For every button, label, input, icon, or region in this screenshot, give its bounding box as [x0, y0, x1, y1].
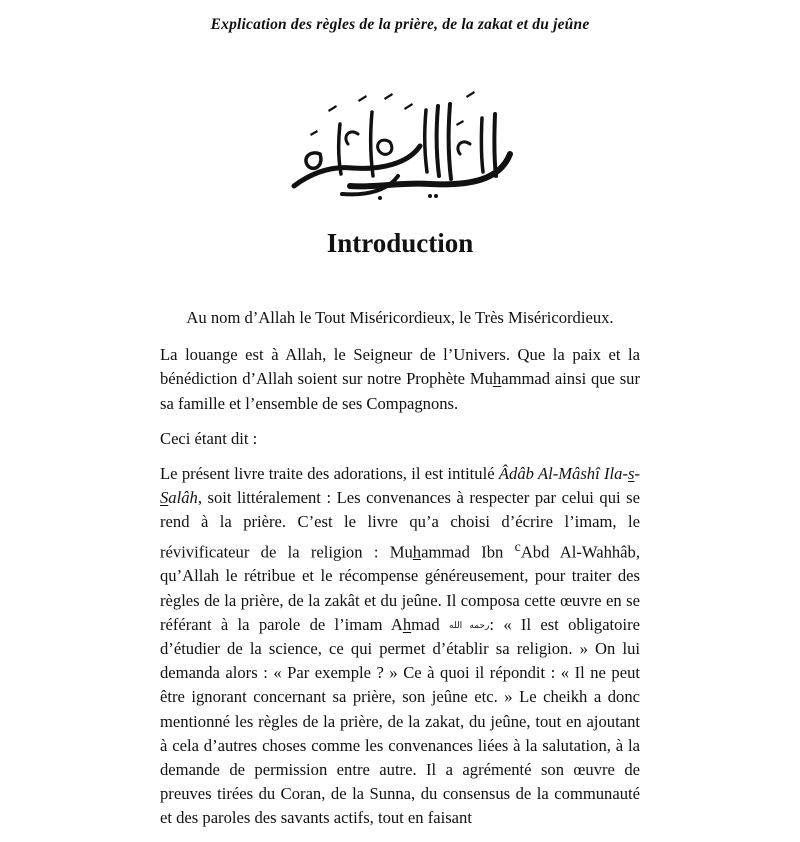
- main-paragraph: Le présent livre traite des adorations, il est intitulé Âdâb Al-Mâshî Ila-s-Salâh, soit littéralement : Les convenances à respecter par celui qui se rend à la prière. C’est le livre qu’a choisi d’écrire l’imam, le révivificateur de la religion : Muhammad Ibn $^c$Abd Al-Wahhâb, qu’Allah le rétribue et le récompense généreusement, pour traiter des règles de la prière, de la zakât et du jeûne. Il composa cette œuvre en se référant à la parole de l’imam Ahmad رحمه الله: « Il est obligatoire d’étudier de la science, ce qui permet d’établir sa religion. » On lui demanda alors : « Par exemple ? » Ce à quoi il répondit : « Il ne peut être ignorant concernant sa prière, son jeûne etc. » Le cheikh a donc mentionné les règles de la prière, de la zakat, du jeûne, tout en ajoutant à cela d’autres choses comme les convenances liées à la salutation, à la demande de permission entre autre. Il a agrémenté son œuvre de preuves tirées du Coran, de la Sunna, du consensus de la communauté et des paroles des savants actifs, tout en faisant: [160, 464, 640, 828]
- basmala-translation: Au nom d’Allah le Tout Miséricordieux, le Très Miséricordieux.: [186, 308, 614, 327]
- transition-phrase: Ceci étant dit :: [160, 428, 258, 448]
- basmala-calligraphy: [280, 84, 520, 204]
- body-text: [160, 306, 640, 842]
- honorific-glyph: رحمه الله: [449, 619, 490, 630]
- praise-paragraph: La louange est à Allah, le Seigneur de l’Univers. Que la paix et la bénédiction d’Allah soient sur notre Prophète Muhammad ainsi que sur sa famille et l’ensemble de ses Compagnons.: [160, 345, 640, 413]
- page-title: Introduction: [326, 228, 474, 258]
- running-header: Explication des règles de la prière, de la zakat et du jeûne: [210, 16, 590, 33]
